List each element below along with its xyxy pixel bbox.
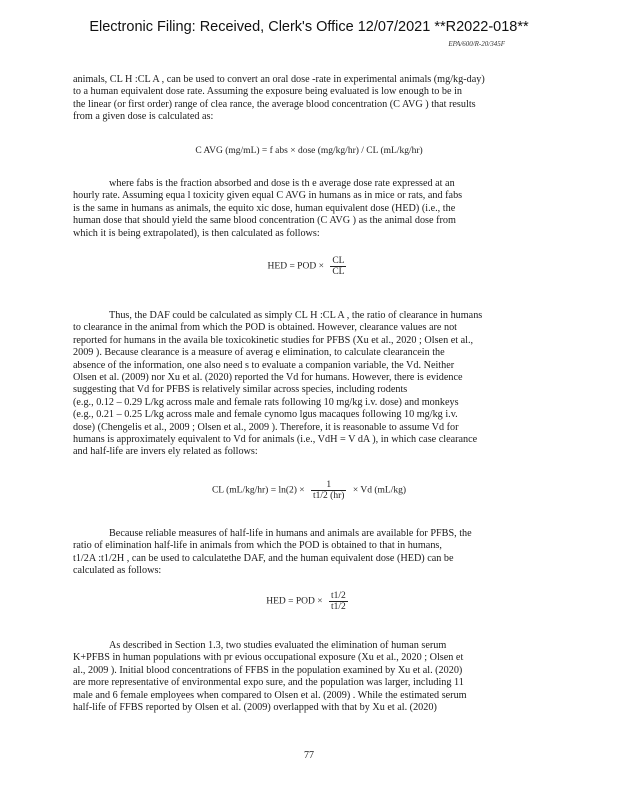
equation-op: = POD × [288,596,323,607]
equation-lhs: HED [266,596,286,607]
fraction-numerator: CL [332,256,345,266]
equation-lhs: CL (mL/kg/hr) [211,485,269,496]
document-number: EPA/600/R-20/345F [448,40,505,48]
text-line: (e.g., 0.21 – 0.25 L/kg across male and female cynomo lgus macaques following 10 mg/kg i.v. [73,409,458,421]
text-line: K+PFBS in human populations with pr evious occupational exposure (Xu et al., 2020 ; Olsen et [73,652,464,664]
equation-text: C AVG (mg/mL) = f abs × dose (mg/kg/hr) / CL (mL/kg/hr) [195,146,423,156]
text-line: absence of the information, one also need s to evaluate a companion variable, the Vd. Neither [73,359,455,371]
text-line: (e.g., 0.12 – 0.29 L/kg across male and female rats following 10 mg/kg i.v. dose) and monkeys [73,396,459,408]
fraction-denominator: t1/2 (hr) [313,491,345,501]
equation-cavg [0,146,618,156]
paragraph-1 [73,74,540,124]
equation-clearance-halflife [0,480,618,501]
text-line: 2009 ). Because clearance is a measure of averag e elimination, to calculate clearancein the [73,347,445,359]
equation-hed-clearance [0,256,618,277]
text-line: Because reliable measures of half-life in humans and animals are available for PFBS, the [109,528,472,539]
text-line: which it is being extrapolated), is then calculated as follows: [73,227,320,239]
text-line: to clearance in the animal from which the POD is obtained. However, clearance values are not [73,322,458,334]
text-line: human dose that should yield the same blood concentration (C AVG ) as the animal dose from [73,215,456,227]
equation-rhs: × Vd (mL/kg) [352,485,407,496]
text-line: male and 6 female employees when compared to Olsen et al. (2009) . While the estimated serum [73,689,467,701]
fraction-numerator: 1 [311,480,346,491]
text-line: half-life of FFBS reported by Olsen et al. (2009) overlapped with that by Xu et al. (2020) [73,702,437,714]
page-number: 77 [304,750,314,761]
text-line: Thus, the DAF could be calculated as simply CL H :CL A , the ratio of clearance in humans [109,310,483,321]
equation-hed-halflife [0,591,618,612]
text-line: animals, CL H :CL A , can be used to convert an oral dose -rate in experimental animals (mg/kg-day) [73,74,485,85]
text-line: ratio of elimination half-life in animals from which the POD is obtained to that in humans, [73,540,442,552]
equation-fraction [311,480,346,501]
text-line: humans is approximately equivalent to Vd for animals (i.e., VdH = V dA ), in which case clearance [73,434,478,446]
paragraph-5 [73,640,540,714]
text-line: to a human equivalent dose rate. Assuming the exposure being evaluated is low enough to be in [73,86,463,98]
text-line: t1/2A :t1/2H , can be used to calculatethe DAF, and the human equivalent dose (HED) can be [73,552,454,564]
text-line: calculated as follows: [73,565,162,577]
text-line: from a given dose is calculated as: [73,111,214,123]
text-line: and half-life are invers ely related as follows: [73,446,258,458]
text-line: where fabs is the fraction absorbed and dose is th e average dose rate expressed at an [109,178,455,189]
text-line: is the same in humans as animals, the equito xic dose, human equivalent dose (HED) (i.e., the [73,202,456,214]
fraction-denominator: t1/2 [330,602,346,612]
fraction-numerator: t1/2 [330,591,346,601]
paragraph-4 [73,528,540,578]
text-line: As described in Section 1.3, two studies evaluated the elimination of human serum [109,640,447,651]
paragraph-2 [73,178,540,240]
equation-op: = ln(2) × [270,485,305,496]
fraction-denominator: CL [332,267,345,277]
filing-stamp: Electronic Filing: Received, Clerk's Office 12/07/2021 **R2022-018** [89,19,529,35]
equation-lhs: HED [267,261,288,272]
equation-fraction [329,591,348,612]
equation-op: = POD × [289,261,324,272]
text-line: reported for humans in the availa ble toxicokinetic studies for PFBS (Xu et al., 2020 ; Olsen et al., [73,334,474,346]
text-line: Olsen et al. (2009) nor Xu et al. (2020) reported the Vd for humans. However, there is evidence [73,372,463,384]
text-line: are more representative of environmental expo sure, and the population was larger, including 11 [73,677,464,689]
text-line: hourly rate. Assuming equa l toxicity given equal C AVG in humans as in mice or rats, and fabs [73,190,463,202]
text-line: dose) (Chengelis et al., 2009 ; Olsen et al., 2009 ). Therefore, it is reasonable to assume Vd for [73,421,459,433]
paragraph-3 [73,310,540,459]
text-line: al., 2009 ). Initial blood concentrations of FFBS in the population examined by Xu et al. (2020) [73,664,463,676]
text-line: suggesting that Vd for PFBS is relatively similar across species, including rodents [73,384,408,396]
text-line: the linear (or first order) range of clea rance, the average blood concentration (C AVG ) that results [73,98,476,110]
equation-fraction [330,256,346,277]
